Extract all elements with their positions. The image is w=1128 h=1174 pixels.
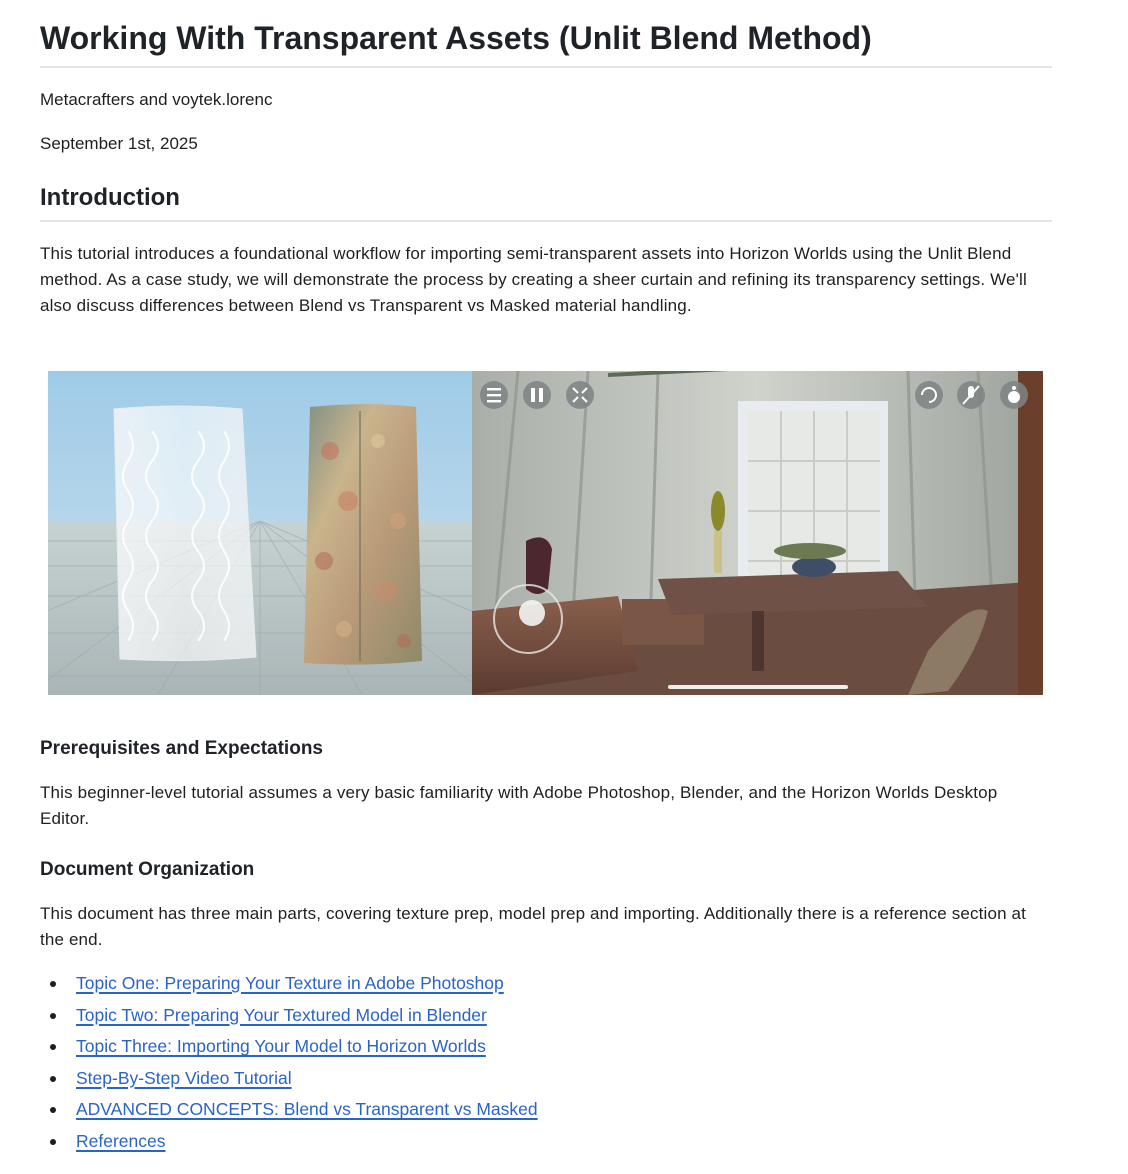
link-video-tutorial[interactable]: Step-By-Step Video Tutorial <box>76 1067 292 1088</box>
prerequisites-heading: Prerequisites and Expectations <box>40 738 323 759</box>
bullet-icon <box>50 1044 56 1050</box>
page-title: Working With Transparent Assets (Unlit Blend Method) <box>40 20 872 56</box>
organization-paragraph: This document has three main parts, covering texture prep, model prep and importing. Additionally there is a reference section at the end. <box>40 904 1027 949</box>
toc-item <box>40 1063 538 1095</box>
prerequisites-paragraph: This beginner-level tutorial assumes a very basic familiarity with Adobe Photoshop, Blender, and the Horizon Worlds Desktop Editor. <box>40 783 998 828</box>
link-references[interactable]: References <box>76 1130 166 1151</box>
publish-date: September 1st, 2025 <box>40 134 198 153</box>
bullet-icon <box>50 1013 56 1019</box>
title-divider <box>40 66 1052 68</box>
toc-item <box>40 1000 538 1032</box>
bullet-icon <box>50 981 56 987</box>
avatar-icon <box>1000 381 1028 409</box>
organization-heading: Document Organization <box>40 859 255 880</box>
link-topic-two[interactable]: Topic Two: Preparing Your Textured Model in Blender <box>76 1004 487 1025</box>
pause-icon <box>523 381 551 409</box>
link-topic-three[interactable]: Topic Three: Importing Your Model to Horizon Worlds <box>76 1036 486 1057</box>
introduction-paragraph: This tutorial introduces a foundational workflow for importing semi-transparent assets into Horizon Worlds using the Unlit Blend method. As a case study, we will demonstrate the process by creating a sheer curtain and refining its transparency settings. We'll also discuss differences between Blend vs Transparent vs Masked material handling. <box>40 244 1027 315</box>
bullet-icon <box>50 1076 56 1082</box>
menu-icon <box>480 381 508 409</box>
toc-item <box>40 1126 538 1158</box>
link-topic-one[interactable]: Topic One: Preparing Your Texture in Adobe Photoshop <box>76 973 504 993</box>
bullet-icon <box>50 1139 56 1145</box>
introduction-heading: Introduction <box>40 184 180 211</box>
refresh-icon <box>915 381 943 409</box>
bullet-icon <box>50 1107 56 1113</box>
mute-icon <box>957 381 985 409</box>
collapse-icon <box>566 381 594 409</box>
table-of-contents <box>40 968 538 1158</box>
toc-item <box>40 1031 538 1063</box>
curtain-figure <box>48 371 1043 695</box>
introduction-divider <box>40 220 1052 222</box>
authors: Metacrafters and voytek.lorenc <box>40 90 273 109</box>
link-advanced-concepts[interactable]: ADVANCED CONCEPTS: Blend vs Transparent vs Masked <box>76 1099 538 1120</box>
toc-item <box>40 968 538 1000</box>
toc-item <box>40 1094 538 1126</box>
horizon-worlds-room-screenshot <box>472 371 1043 695</box>
